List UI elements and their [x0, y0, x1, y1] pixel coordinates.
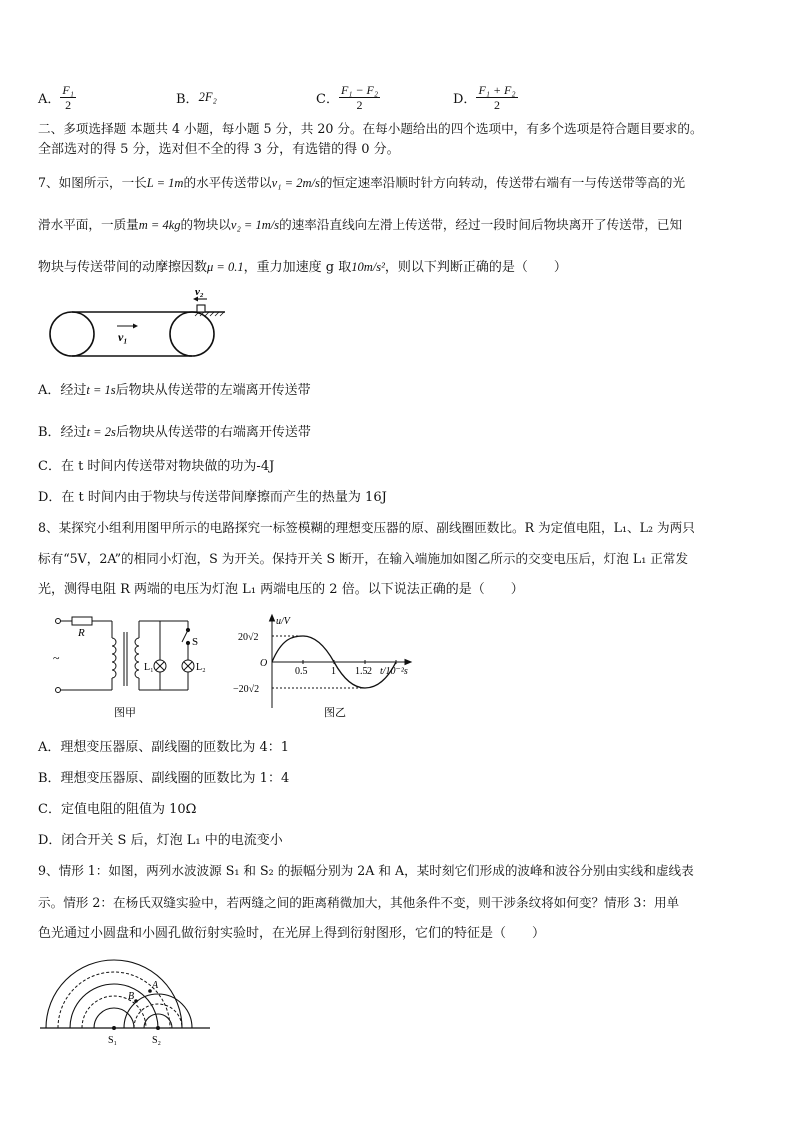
q8-option-d: D．闭合开关 S 后，灯泡 L₁ 中的电流变小 [38, 833, 283, 848]
section-heading: 二、多项选择题 本题共 4 小题，每小题 5 分，共 20 分。在每小题给出的四个选项中，有多个选项是符合题目要求的。 [38, 121, 703, 136]
tick-1: 1 [331, 666, 336, 677]
point-b [134, 999, 138, 1003]
voltage-graph-figure [230, 612, 430, 724]
tick-2: 2 [367, 666, 372, 677]
block [197, 305, 205, 312]
transformer-circuit-figure [40, 612, 225, 722]
v1-label: v₁ [118, 330, 128, 344]
v1-arrowhead [133, 324, 138, 329]
switch-label: S [192, 636, 199, 648]
q6-option-c [316, 80, 380, 114]
option-letter: B． [176, 91, 199, 107]
option-expr: 2F₂ [198, 89, 217, 104]
s2-label: S₂ [152, 1035, 162, 1046]
primary-coil [112, 638, 116, 678]
q8-line2: 标有“5V，2A”的相同小灯泡，S 为开关。保持开关 S 断开，在输入端施加如图乙所示的交变电压后，灯泡 L₁ 正常发 [38, 551, 689, 566]
fraction: $\frac{\text{F₁ − F₂}}{2}$ [340, 82, 379, 112]
q8-option-a: A．理想变压器原、副线圈的匝数比为 4：1 [38, 740, 290, 755]
x-axis-label: t/10⁻²s [380, 666, 408, 677]
q8-line3: 光，测得电阻 R 两端的电压为灯泡 L₁ 两端电压的 2 倍。以下说法正确的是（ ） [38, 582, 524, 597]
q7-line3: 物块与传送带间的动摩擦因数μ = 0.1，重力加速度 g 取10m/s²，则以下判断正确的是（ ） [38, 260, 567, 275]
q9-line2: 示。情形 2：在杨氏双缝实验中，若两缝之间的距离稍微加大，其他条件不变，则干涉条纹将如何变？情形 3：用单 [38, 895, 680, 910]
resistor-label: R [78, 627, 85, 639]
q7-option-a: A．经过t = 1s后物块从传送带的左端离开传送带 [38, 383, 311, 398]
q8-option-b: B．理想变压器原、副线圈的匝数比为 1：4 [38, 771, 290, 786]
secondary-coil [135, 638, 139, 678]
q8-line1: 8、某探究小组利用图甲所示的电路探究一标签模糊的理想变压器的原、副线圈匝数比。R 为定值电阻，L₁、L₂ 为两只 [38, 520, 695, 535]
right-pulley [170, 312, 214, 356]
q8-option-c: C．定值电阻的阻值为 10Ω [38, 802, 197, 817]
q7-line1: 7、如图所示，一长L = 1m的水平传送带以v₁ = 2m/s的恒定速率沿顺时针方向转动，传送带右端有一与传送带等高的光 [38, 175, 686, 190]
fraction: $\frac{\text{F₁ + F₂}}{2}$ [478, 82, 516, 112]
q7-option-c: C．在 t 时间内传送带对物块做的功为-4J [38, 459, 275, 474]
q9-line1: 9、情形 1：如图，两列水波波源 S₁ 和 S₂ 的振幅分别为 2A 和 A，某时刻它们形成的波峰和波谷分别由实线和虚线表 [38, 863, 694, 878]
tick-1.5: 1.5 [355, 666, 368, 677]
q7-option-d: D．在 t 时间内由于物块与传送带间摩擦而产生的热量为 16J [38, 490, 387, 505]
s1-crest-mid [70, 984, 158, 1028]
section-heading-cont: 全部选对的得 5 分，选对但不全的得 3 分，有选错的得 0 分。 [38, 142, 400, 157]
s1-label: S₁ [108, 1035, 118, 1046]
q9-line3: 色光通过小圆盘和小圆孔做衍射实验时，在光屏上得到衍射图形，它们的特征是（ ） [38, 926, 546, 941]
conveyor-belt-figure [45, 288, 235, 364]
q7-option-b: B．经过t = 2s后物块从传送带的右端离开传送带 [38, 425, 311, 440]
input-terminal-bottom [56, 688, 61, 693]
source-s1 [112, 1026, 116, 1030]
trough-label: −20√2 [233, 684, 260, 695]
y-axis-label: u/V [276, 616, 290, 627]
wave-interference-figure [38, 955, 213, 1050]
option-letter: D． [453, 91, 477, 107]
fig-jia-caption: 图甲 [114, 707, 136, 719]
lamp-l1-label: L₁ [144, 662, 154, 673]
option-letter: A． [38, 91, 61, 107]
q6-option-d [453, 80, 518, 114]
ac-source-symbol: ~ [53, 651, 60, 665]
point-b-label: B [128, 991, 135, 1002]
v2-label: v₂ [195, 288, 204, 298]
origin-label: O [260, 658, 268, 669]
fig-yi-caption: 图乙 [324, 707, 346, 719]
q6-option-b [176, 80, 217, 114]
tick-0.5: 0.5 [295, 666, 308, 677]
resistor-r [72, 617, 92, 625]
q7-line2: 滑水平面，一质量m = 4kg的物块以v₂ = 1m/s的速率沿直线向左滑上传送带，经过一段时间后物块离开了传送带，已知 [38, 217, 683, 232]
input-terminal-top [56, 619, 61, 624]
lamp-l2-label: L₂ [196, 662, 206, 673]
peak-label: 20√2 [238, 632, 259, 643]
left-pulley [50, 312, 94, 356]
option-letter: C． [316, 91, 339, 107]
point-a-label: A [152, 980, 159, 991]
fraction: $\frac{\text{F₁}}{2}$ [62, 82, 74, 112]
q6-option-a [38, 80, 76, 114]
source-s2 [156, 1026, 160, 1030]
